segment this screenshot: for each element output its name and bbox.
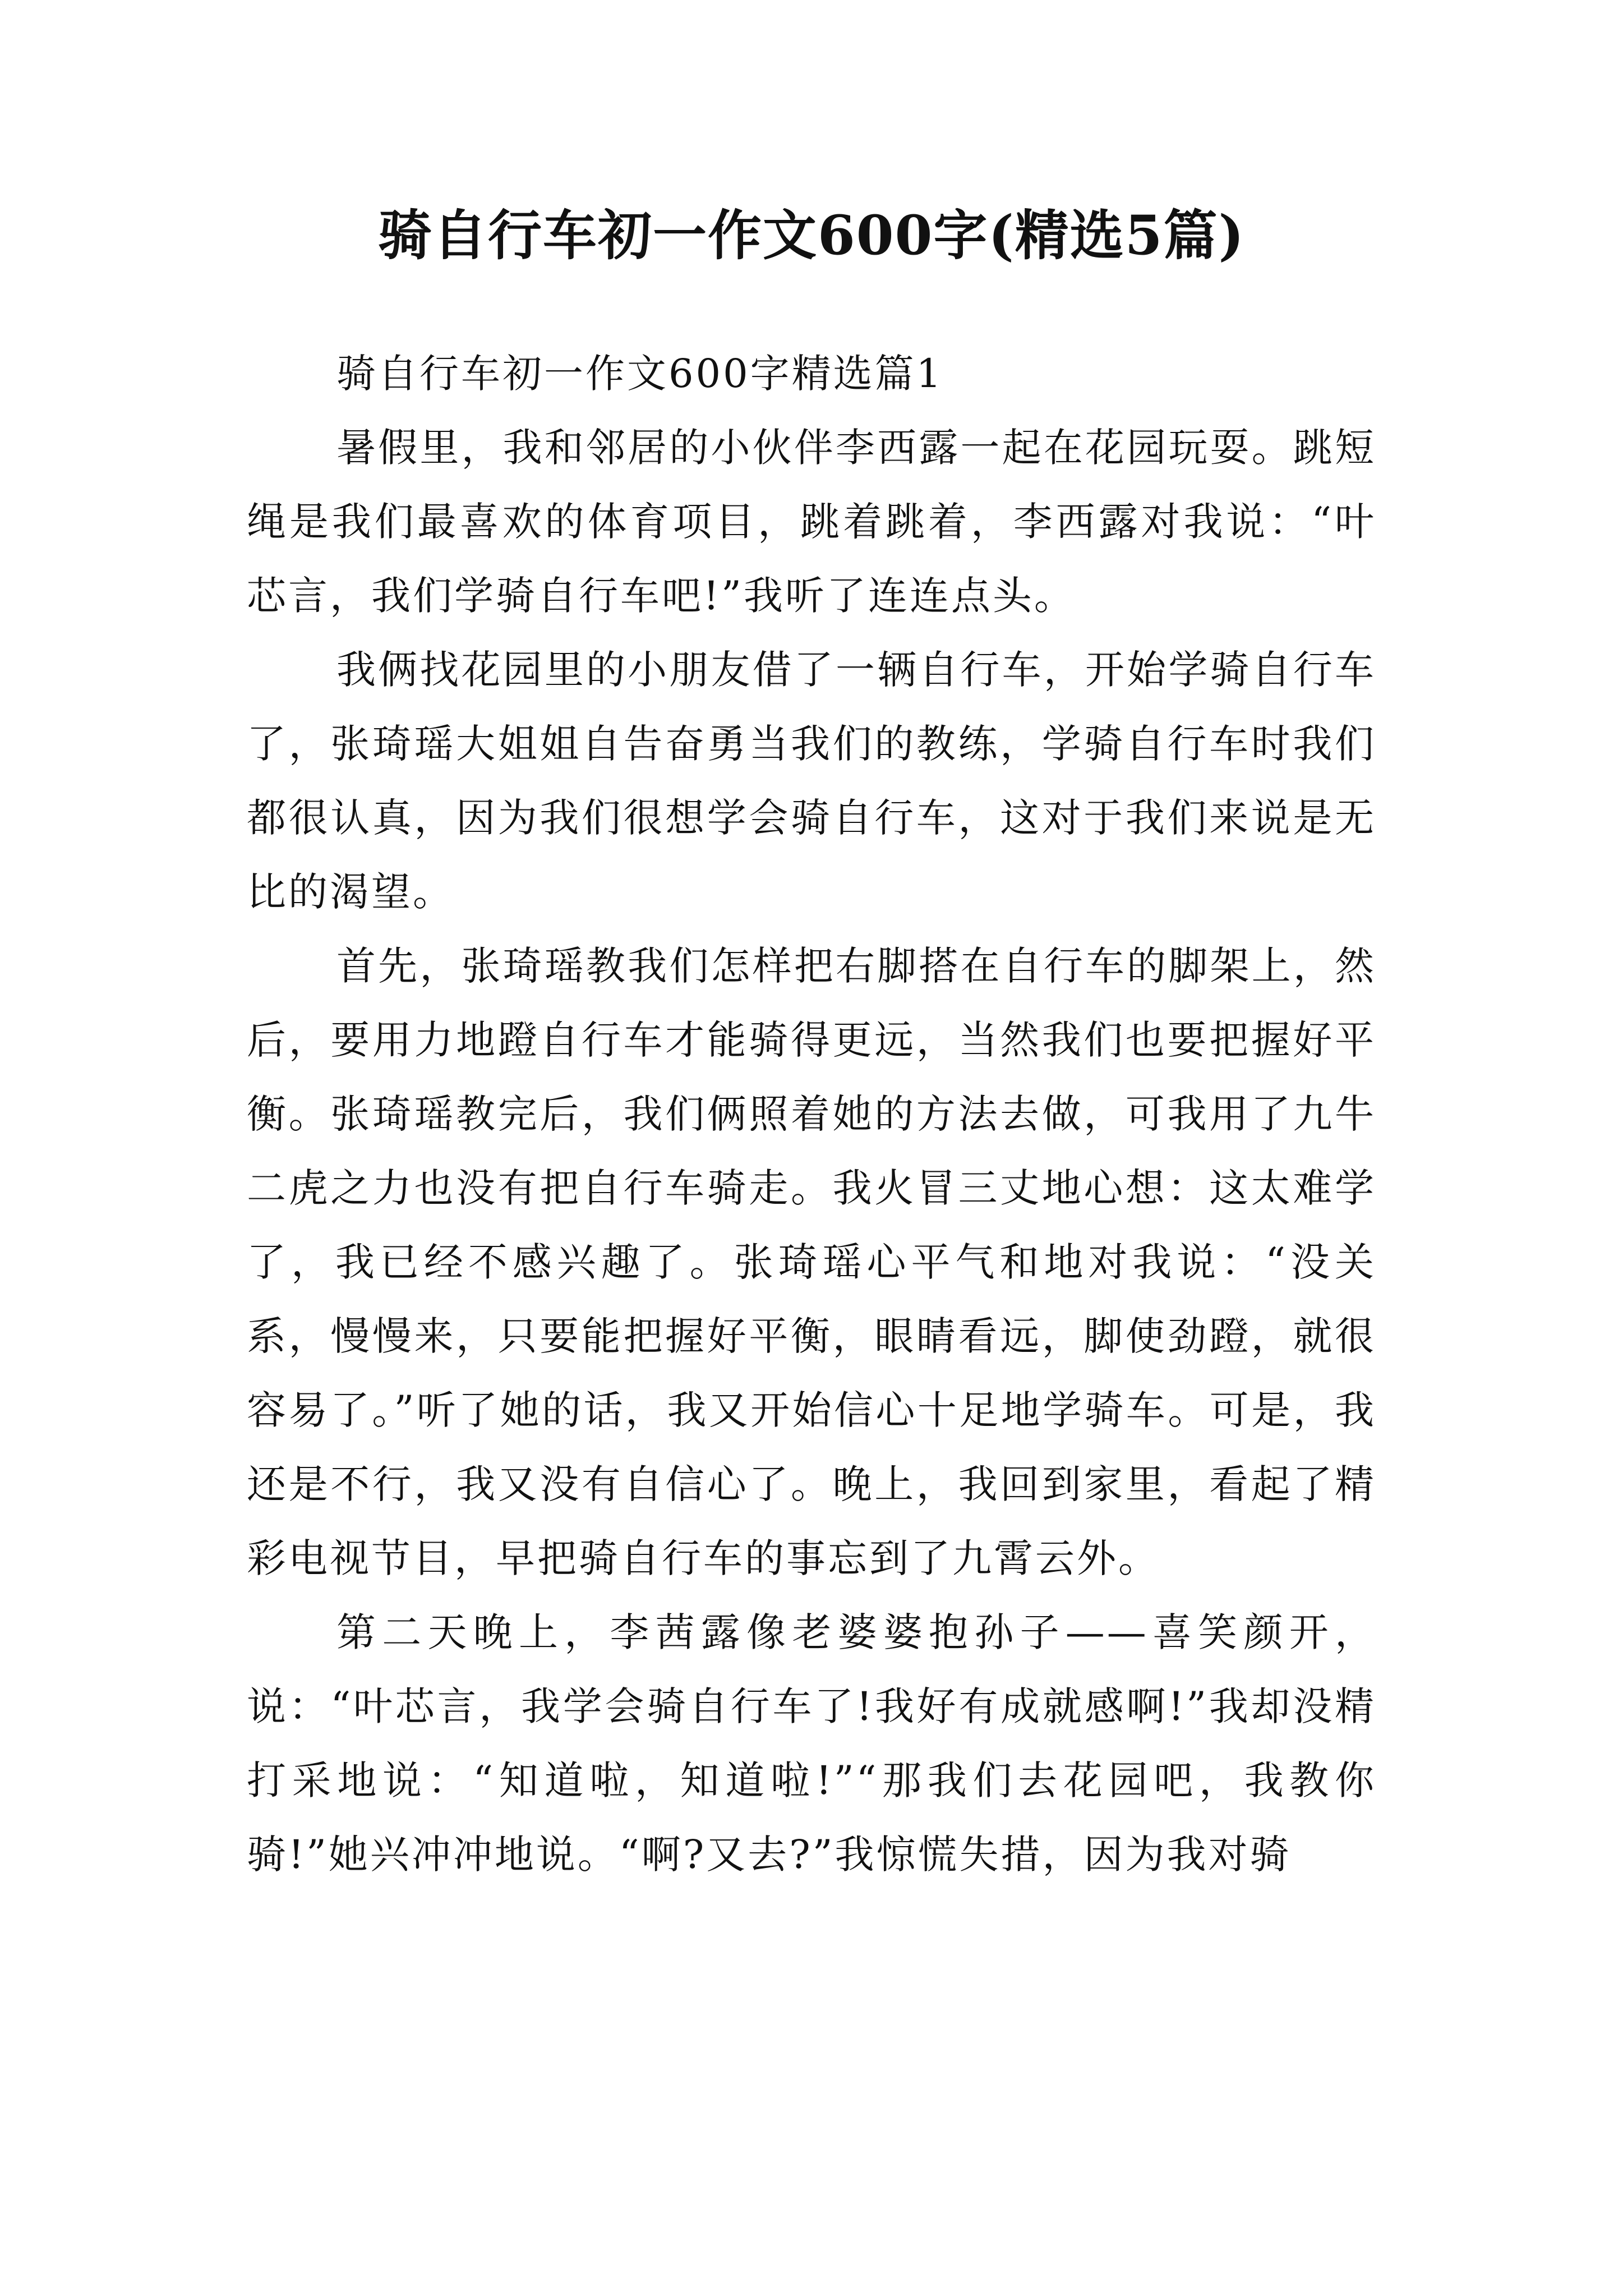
section-heading: 骑自行车初一作文600字精选篇1 <box>336 351 944 397</box>
paragraph-1: 暑假里，我和邻居的小伙伴李西露一起在花园玩耍。跳短绳是我们最喜欢的体育项目，跳着跳着，李西露对我说：“叶芯言，我们学骑自行车吧!”我听了连连点头。 <box>247 425 1376 619</box>
paragraph-3: 首先，张琦瑶教我们怎样把右脚搭在自行车的脚架上，然后，要用力地蹬自行车才能骑得更远，当然我们也要把握好平衡。张琦瑶教完后，我们俩照着她的方法去做，可我用了九牛二虎之力也没有把自行车骑走。我火冒三丈地心想：这太难学了，我已经不感兴趣了。张琦瑶心平气和地对我说：“没关系，慢慢来，只要能把握好平衡，眼睛看远，脚使劲蹬，就很容易了。”听了她的话，我又开始信心十足地学骑车。可是，我还是不行，我又没有自信心了。晚上，我回到家里，看起了精彩电视节目，早把骑自行车的事忘到了九霄云外。 <box>247 943 1376 1581</box>
paragraph-2: 我俩找花园里的小朋友借了一辆自行车，开始学骑自行车了，张琦瑶大姐姐自告奋勇当我们的教练，学骑自行车时我们都很认真，因为我们很想学会骑自行车，这对于我们来说是无比的渴望。 <box>247 647 1376 915</box>
document-body <box>247 337 1376 1892</box>
paragraph-4: 第二天晚上，李茜露像老婆婆抱孙子——喜笑颜开，说：“叶芯言，我学会骑自行车了!我好有成就感啊!”我却没精打采地说：“知道啦，知道啦!”“那我们去花园吧，我教你骑!”她兴冲冲地说。“啊?又去?”我惊慌失措，因为我对骑 <box>247 1609 1376 1878</box>
document-title: 骑自行车初一作文600字(精选5篇) <box>377 204 1246 267</box>
